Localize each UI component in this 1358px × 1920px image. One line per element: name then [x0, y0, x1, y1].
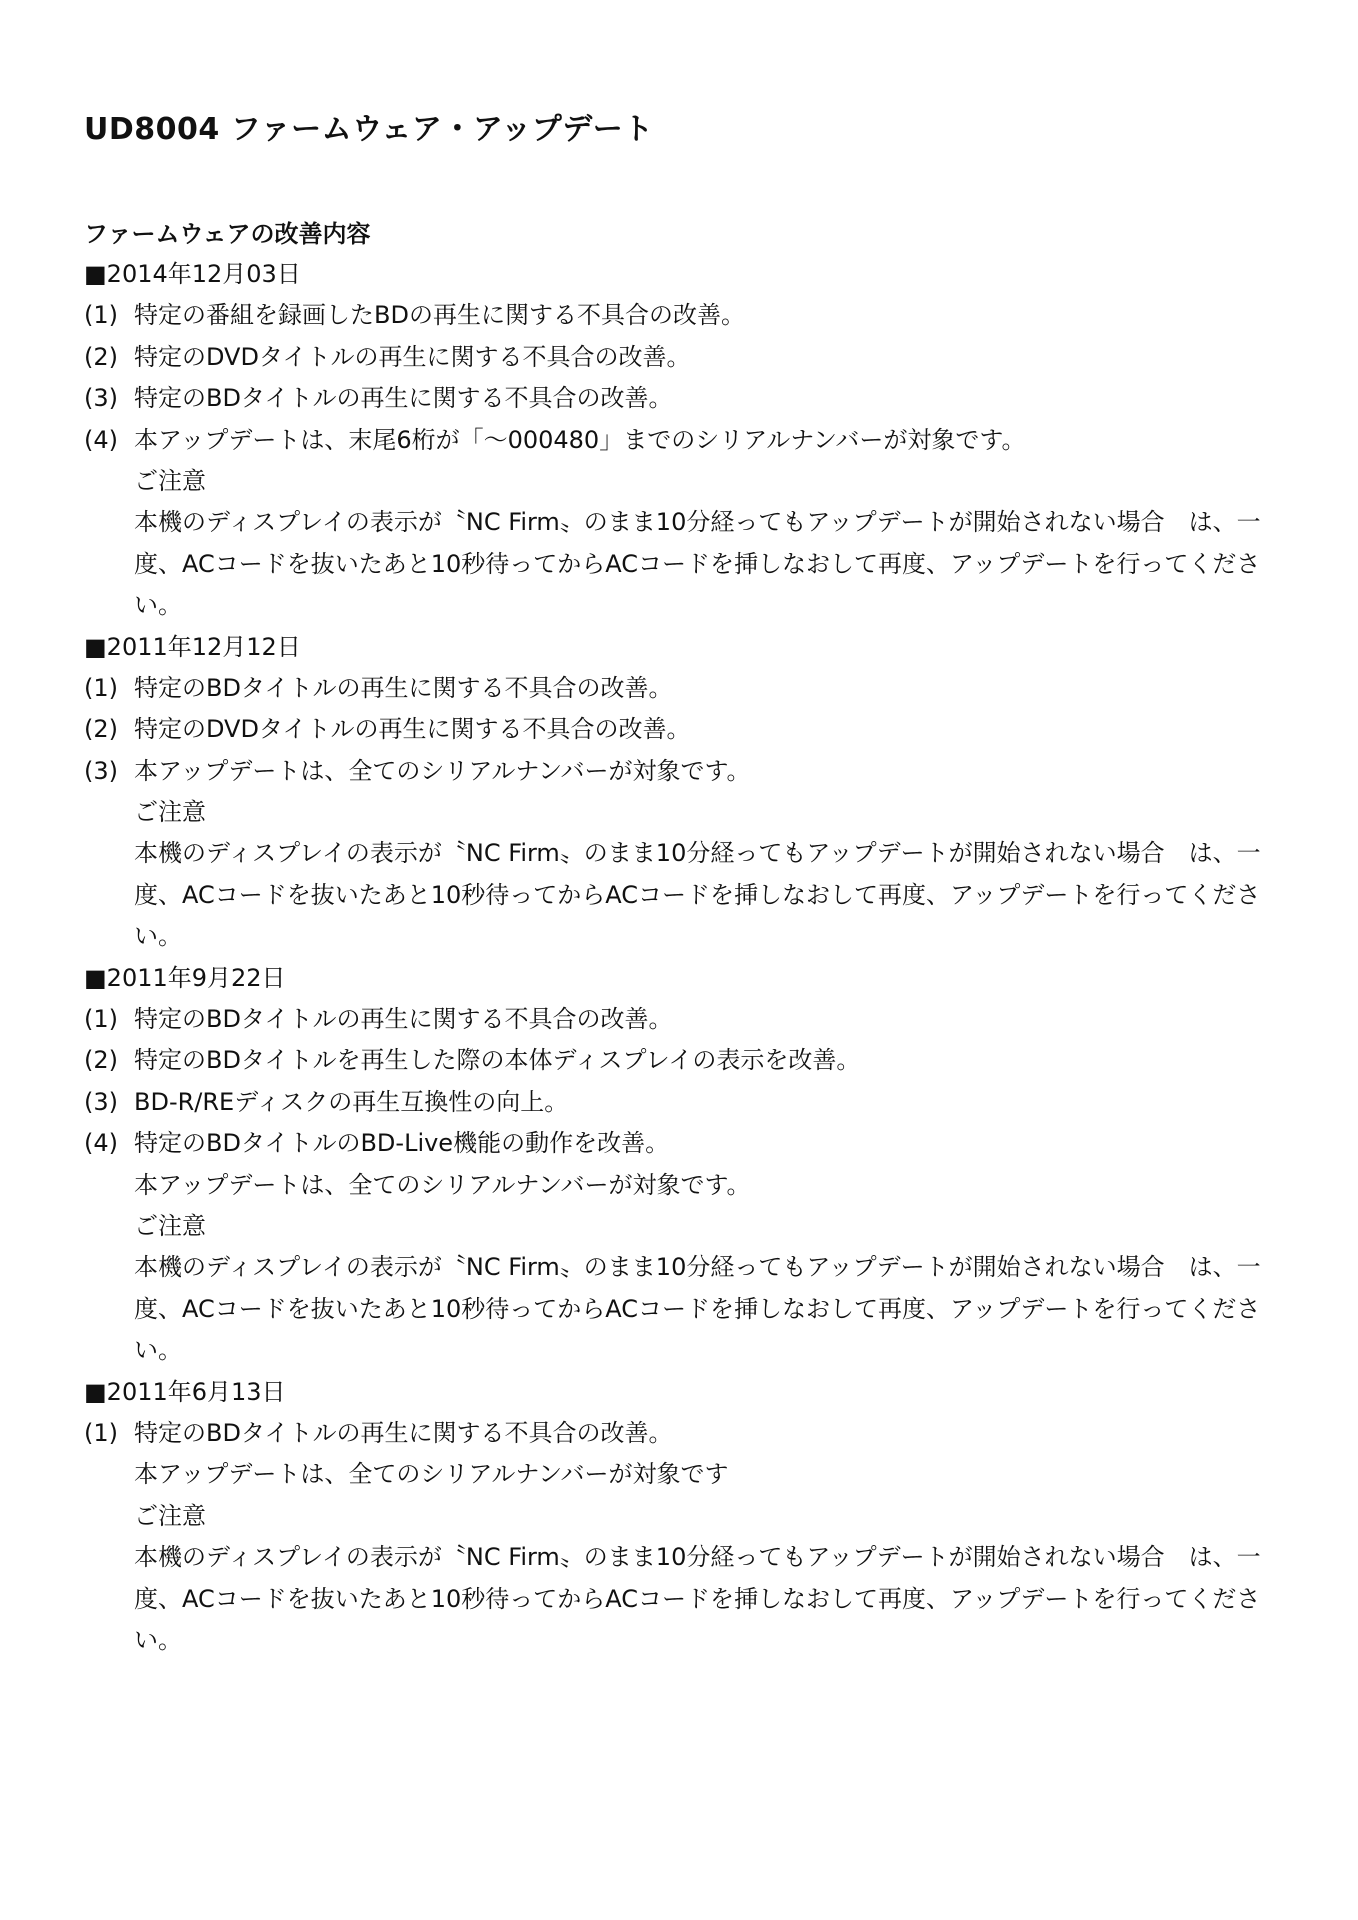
note-text: 度、ACコードを抜いたあと10秒待ってからACコードを挿しなおして再度、アップデートを行ってくださ — [134, 1584, 1261, 1613]
item-text: 特定のBDタイトルを再生した際の本体ディスプレイの表示を改善。 — [134, 1046, 861, 1075]
update-history — [84, 254, 1284, 1661]
item-number: (3) — [84, 1087, 118, 1116]
item-number: (2) — [84, 715, 118, 744]
item-number: (3) — [84, 384, 118, 413]
list-item — [84, 337, 1284, 378]
item-number: (4) — [84, 425, 118, 454]
note-text: 本機のディスプレイの表示が〝NC Firm〟のまま10分経ってもアップデートが開始されない場合 は、一 — [134, 1543, 1261, 1572]
item-number: (1) — [84, 1005, 118, 1034]
update-section — [84, 627, 1284, 958]
update-section — [84, 1372, 1284, 1662]
update-date: ■2011年12月12日 — [84, 632, 301, 661]
note-text: 本機のディスプレイの表示が〝NC Firm〟のまま10分経ってもアップデートが開始されない場合 は、一 — [134, 508, 1261, 537]
document-title: UD8004 ファームウェア・アップデート — [84, 112, 654, 147]
item-text: 特定のBDタイトルの再生に関する不具合の改善。 — [134, 673, 673, 702]
section-heading: ファームウェアの改善内容 — [84, 220, 371, 248]
item-text: 特定のBDタイトルの再生に関する不具合の改善。 — [134, 1005, 673, 1034]
item-number: (4) — [84, 1129, 118, 1158]
note-text: 度、ACコードを抜いたあと10秒待ってからACコードを挿しなおして再度、アップデートを行ってくださ — [134, 1294, 1261, 1323]
list-item — [84, 378, 1284, 419]
note-heading: ご注意 — [134, 1501, 206, 1530]
item-number: (1) — [84, 301, 118, 330]
item-number: (1) — [84, 673, 118, 702]
note-text: 本アップデートは、全てのシリアルナンバーが対象です — [134, 1460, 729, 1489]
update-date: ■2011年6月13日 — [84, 1377, 286, 1406]
update-section — [84, 254, 1284, 627]
list-item — [84, 1082, 1284, 1123]
note-text: い。 — [134, 1625, 182, 1654]
list-item — [84, 1040, 1284, 1081]
note-text: 本機のディスプレイの表示が〝NC Firm〟のまま10分経ってもアップデートが開始されない場合 は、一 — [134, 1253, 1261, 1282]
item-text: 特定のDVDタイトルの再生に関する不具合の改善。 — [134, 342, 691, 371]
note-text: い。 — [134, 591, 182, 620]
note-text: 本アップデートは、全てのシリアルナンバーが対象です。 — [134, 1170, 751, 1199]
list-item — [84, 1413, 1284, 1454]
list-item — [84, 751, 1284, 792]
list-item — [84, 295, 1284, 336]
item-text: 特定のDVDタイトルの再生に関する不具合の改善。 — [134, 715, 691, 744]
list-item — [84, 1123, 1284, 1164]
item-number: (3) — [84, 756, 118, 785]
item-text: 特定のBDタイトルのBD-Live機能の動作を改善。 — [134, 1129, 670, 1158]
list-item — [84, 709, 1284, 750]
list-item — [84, 999, 1284, 1040]
item-text: BD-R/REディスクの再生互換性の向上。 — [134, 1087, 569, 1116]
item-text: 特定のBDタイトルの再生に関する不具合の改善。 — [134, 1418, 673, 1447]
list-item — [84, 668, 1284, 709]
item-number: (2) — [84, 1046, 118, 1075]
item-text: 本アップデートは、末尾6桁が「～000480」までのシリアルナンバーが対象です。 — [134, 425, 1026, 454]
item-text: 特定のBDタイトルの再生に関する不具合の改善。 — [134, 384, 673, 413]
item-number: (2) — [84, 342, 118, 371]
item-text: 特定の番組を録画したBDの再生に関する不具合の改善。 — [134, 301, 745, 330]
note-text: い。 — [134, 1336, 182, 1365]
note-heading: ご注意 — [134, 466, 206, 495]
update-date: ■2014年12月03日 — [84, 260, 301, 288]
item-text: 本アップデートは、全てのシリアルナンバーが対象です。 — [134, 756, 751, 785]
note-text: い。 — [134, 922, 182, 951]
note-text: 本機のディスプレイの表示が〝NC Firm〟のまま10分経ってもアップデートが開始されない場合 は、一 — [134, 839, 1261, 868]
list-item — [84, 420, 1284, 461]
note-heading: ご注意 — [134, 798, 206, 827]
update-section — [84, 958, 1284, 1372]
note-heading: ご注意 — [134, 1211, 206, 1240]
note-text: 度、ACコードを抜いたあと10秒待ってからACコードを挿しなおして再度、アップデートを行ってくださ — [134, 880, 1261, 909]
note-text: 度、ACコードを抜いたあと10秒待ってからACコードを挿しなおして再度、アップデートを行ってくださ — [134, 549, 1261, 578]
update-date: ■2011年9月22日 — [84, 963, 286, 992]
item-number: (1) — [84, 1418, 118, 1447]
